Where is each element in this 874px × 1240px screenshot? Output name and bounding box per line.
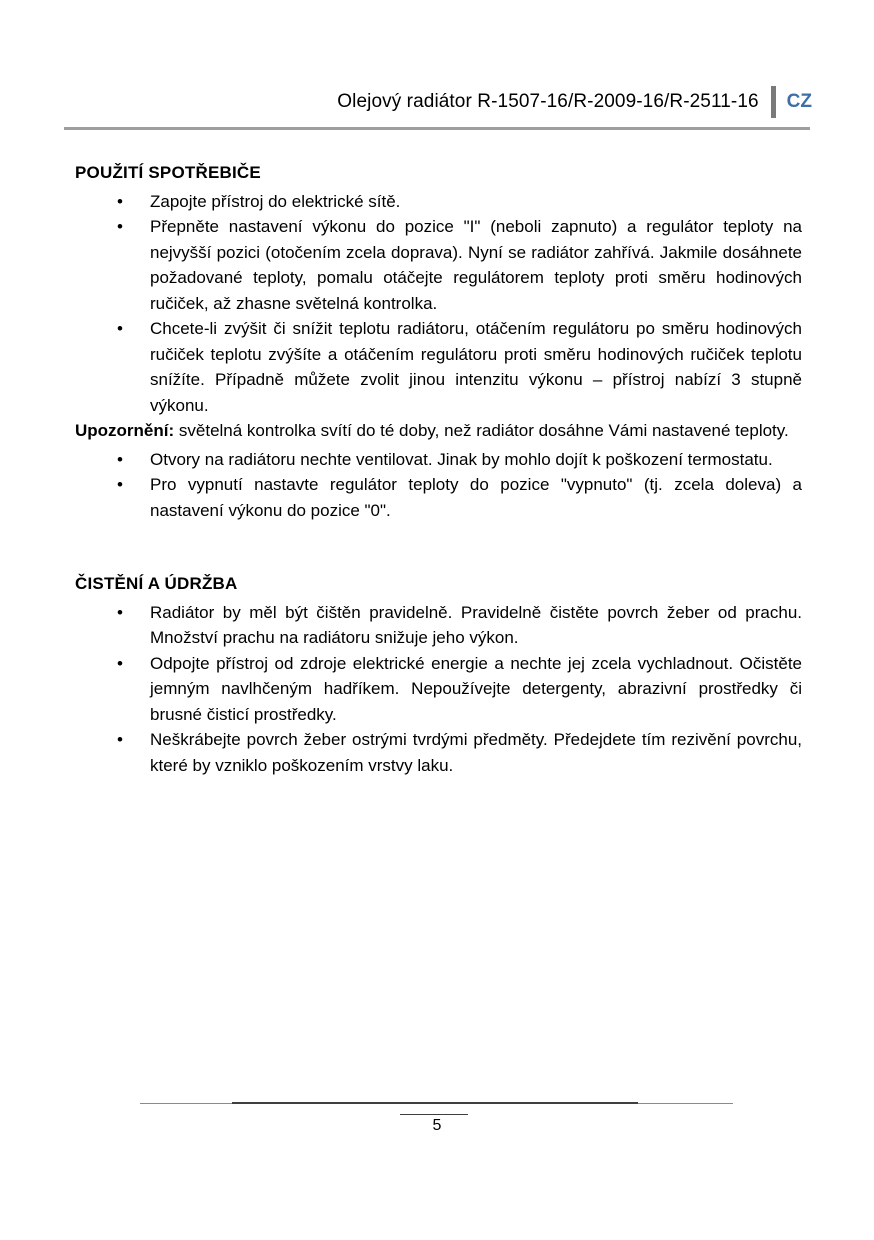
page-number-rule [400, 1114, 468, 1115]
header-line [0, 86, 874, 118]
note-paragraph [75, 418, 802, 444]
list-item: • Pro vypnutí nastavte regulátor teploty do pozice "vypnuto" (tj. zcela doleva) a nastavení výkonu do pozice "0". [75, 472, 802, 523]
list-item: • Otvory na radiátoru nechte ventilovat. Jinak by mohlo dojít k poškození termostatu. [75, 447, 802, 473]
list-item: • Radiátor by měl být čištěn pravidelně. Pravidelně čistěte povrch žeber od prachu. Množství prachu na radiátoru snižuje jeho výkon. [75, 600, 802, 651]
list-item: • Přepněte nastavení výkonu do pozice "I" (neboli zapnuto) a regulátor teploty na nejvyšší pozici (otočením zcela doprava). Nyní se radiátor zahřívá. Jakmile dosáhnete požadované teploty, pomalu otáčejte regulátorem teploty proti směru hodinových ručiček, až zhasne světelná kontrolka. [75, 214, 802, 316]
cleaning-bullet-list [75, 600, 802, 779]
page-header [0, 0, 874, 130]
list-item: • Zapojte přístroj do elektrické sítě. [75, 189, 802, 215]
page-content [0, 130, 874, 778]
usage-bullet-list-2 [75, 447, 802, 524]
list-item: • Odpojte přístroj od zdroje elektrické energie a nechte jej zcela vychladnout. Očistěte jemným navlhčeným hadříkem. Nepoužívejte detergenty, abrazivní prostředky či brusné čisticí prostředky. [75, 651, 802, 728]
page-number: 5 [432, 1117, 442, 1134]
header-title: Olejový radiátor R-1507-16/R-2009-16/R-2511-16 [337, 90, 759, 112]
note-label: Upozornění: [75, 421, 175, 440]
language-badge: CZ [786, 90, 812, 112]
list-item: • Chcete-li zvýšit či snížit teplotu radiátoru, otáčením regulátoru po směru hodinových ručiček teplotu zvýšíte a otáčením regulátoru proti směru hodinových ručiček teplotu snížíte. Případně můžete zvolit jinou intenzitu výkonu – přístroj nabízí 3 stupně výkonu. [75, 316, 802, 418]
header-separator-bar [771, 86, 776, 118]
usage-bullet-list-1 [75, 189, 802, 419]
list-item: • Neškrábejte povrch žeber ostrými tvrdými předměty. Předejdete tím rezivění povrchu, které by vzniklo poškozením vrstvy laku. [75, 727, 802, 778]
section-heading-cleaning: ČISTĚNÍ A ÚDRŽBA [75, 574, 238, 593]
footer-rule-accent [232, 1102, 638, 1104]
section-heading-usage: POUŽITÍ SPOTŘEBIČE [75, 163, 261, 182]
note-text: světelná kontrolka svítí do té doby, než radiátor dosáhne Vámi nastavené teploty. [178, 421, 789, 440]
